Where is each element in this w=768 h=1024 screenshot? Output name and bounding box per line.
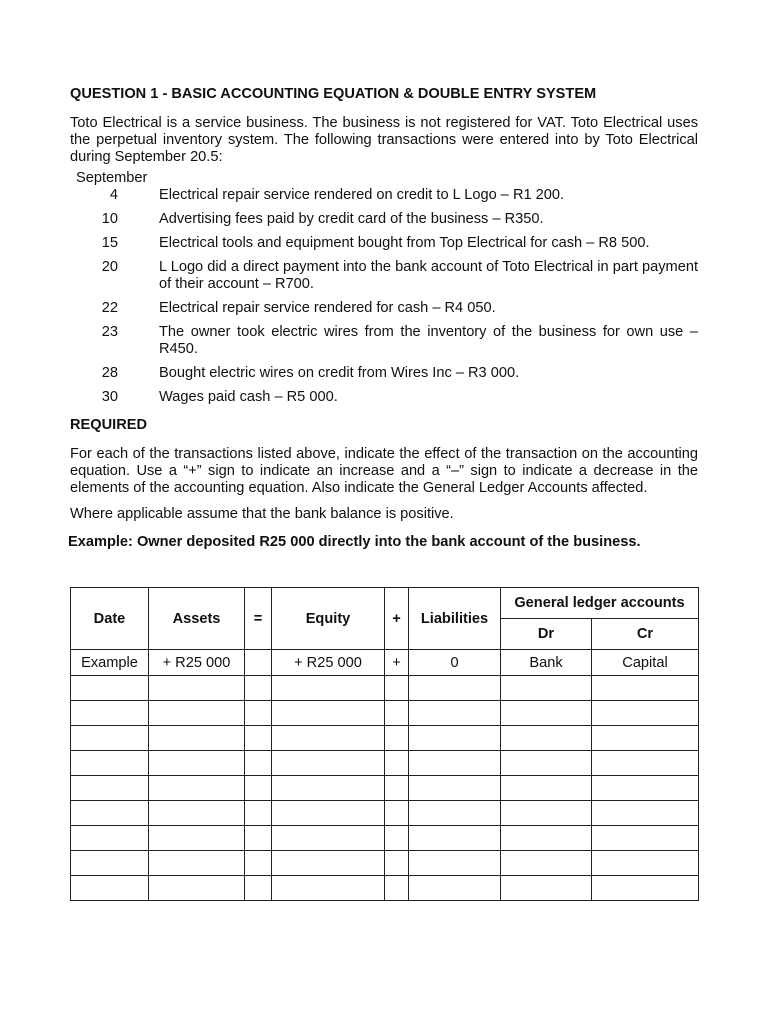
example-assets: + R25 000 <box>149 650 245 676</box>
answer-row[interactable] <box>71 701 699 726</box>
answer-row[interactable] <box>71 676 699 701</box>
transaction-day: 23 <box>101 324 118 340</box>
transaction-text: Electrical repair service rendered for cash – R4 050. <box>159 300 496 316</box>
example-liabilities: 0 <box>409 650 501 676</box>
transaction-text: L Logo did a direct payment into the bank account of Toto Electrical in part payment of their account – R700. <box>159 259 698 292</box>
transaction-item <box>70 187 698 204</box>
transaction-text: Electrical repair service rendered on credit to L Logo – R1 200. <box>159 187 565 203</box>
header-assets: Assets <box>149 588 245 650</box>
example-dr: Bank <box>501 650 592 676</box>
table-header-row <box>71 588 699 619</box>
header-dr: Dr <box>501 619 592 650</box>
example-date: Example <box>71 650 149 676</box>
answer-row[interactable] <box>71 776 699 801</box>
header-date: Date <box>71 588 149 650</box>
assumption-text: Where applicable assume that the bank balance is positive. <box>70 506 454 522</box>
answer-row[interactable] <box>71 826 699 851</box>
transaction-list <box>70 187 698 406</box>
transaction-day: 20 <box>101 259 118 275</box>
answer-row[interactable] <box>71 876 699 901</box>
example-plus: + <box>385 650 409 676</box>
accounting-equation-table <box>70 587 699 901</box>
question-title: QUESTION 1 - BASIC ACCOUNTING EQUATION & DOUBLE ENTRY SYSTEM <box>70 86 597 102</box>
answer-row[interactable] <box>71 726 699 751</box>
transaction-day: 22 <box>101 300 118 316</box>
header-equity: Equity <box>272 588 385 650</box>
transaction-day: 10 <box>101 211 118 227</box>
header-liabilities: Liabilities <box>409 588 501 650</box>
transaction-item <box>70 211 698 228</box>
example-cr: Capital <box>592 650 699 676</box>
intro-paragraph: Toto Electrical is a service business. The business is not registered for VAT. Toto Electrical uses the perpetual inventory system. The following transactions were entered into by Toto Electrical during September 20.5: <box>70 115 698 165</box>
transaction-text: The owner took electric wires from the inventory of the business for own use – R450. <box>159 324 698 357</box>
month-label: September <box>76 170 148 186</box>
transaction-day: 15 <box>101 235 118 251</box>
example-heading: Example: Owner deposited R25 000 directly into the bank account of the business. <box>68 534 641 550</box>
answer-row[interactable] <box>71 751 699 776</box>
transaction-day: 4 <box>109 187 118 203</box>
instructions-paragraph: For each of the transactions listed above, indicate the effect of the transaction on the accounting equation. Use a “+” sign to indicate an increase and a “–” sign to indicate a decrease in the elements of the accounting equation. Also indicate the General Ledger Accounts affected. <box>70 446 698 496</box>
header-equals: = <box>245 588 272 650</box>
header-general-ledger: General ledger accounts <box>501 588 699 619</box>
answer-row[interactable] <box>71 851 699 876</box>
transaction-item <box>70 365 698 382</box>
transaction-item <box>70 300 698 317</box>
example-row <box>71 650 699 676</box>
header-cr: Cr <box>592 619 699 650</box>
example-equity: + R25 000 <box>272 650 385 676</box>
transaction-item <box>70 235 698 252</box>
transaction-item <box>70 389 698 406</box>
transaction-text: Bought electric wires on credit from Wires Inc – R3 000. <box>159 365 520 381</box>
example-equals <box>245 650 272 676</box>
transaction-item <box>70 324 698 358</box>
transaction-day: 30 <box>101 389 118 405</box>
transaction-text: Wages paid cash – R5 000. <box>159 389 338 405</box>
transaction-item <box>70 259 698 293</box>
question-page <box>70 86 698 551</box>
required-heading: REQUIRED <box>70 417 148 433</box>
header-plus: + <box>385 588 409 650</box>
transaction-day: 28 <box>101 365 118 381</box>
transaction-text: Electrical tools and equipment bought from Top Electrical for cash – R8 500. <box>159 235 650 251</box>
answer-row[interactable] <box>71 801 699 826</box>
transaction-text: Advertising fees paid by credit card of the business – R350. <box>159 211 544 227</box>
